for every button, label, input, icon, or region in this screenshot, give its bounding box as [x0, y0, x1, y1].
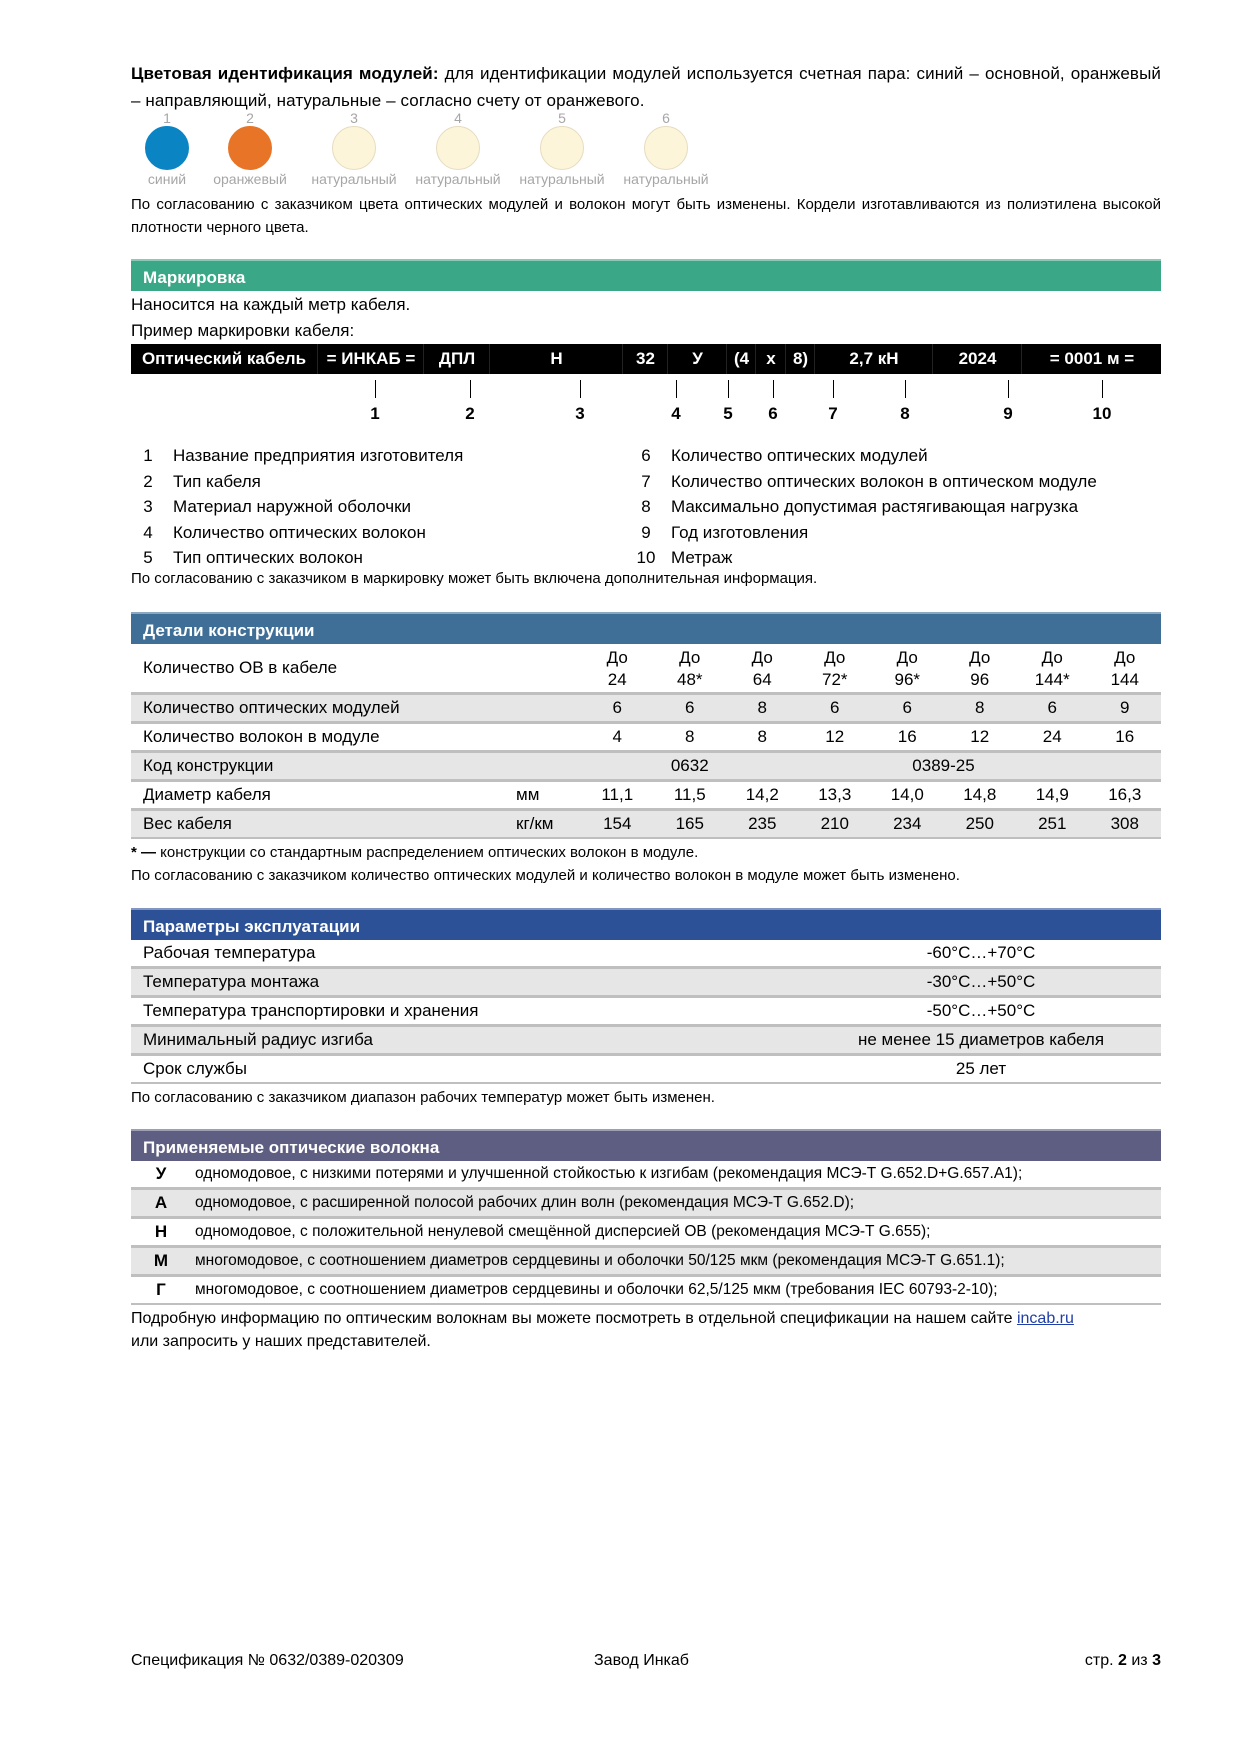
row-unit: мм	[516, 781, 581, 810]
fiber-description: одномодовое, с расширенной полосой рабочих длин волн (рекомендация МСЭ-Т G.652.D);	[191, 1189, 1161, 1218]
table-row	[131, 1247, 1161, 1276]
table-row	[131, 1161, 1161, 1189]
marking-pointer	[988, 380, 1028, 424]
construction-table	[131, 644, 1161, 839]
table-cell: 9	[1089, 694, 1162, 723]
fiber-description: многомодовое, с соотношением диаметров сердцевины и оболочки 62,5/125 мкм (требования IEC 60793-2-10);	[191, 1276, 1161, 1305]
row-value: -60°C…+70°C	[801, 940, 1161, 968]
table-cell: 11,1	[581, 781, 654, 810]
legend-text: Максимально допустимая растягивающая нагрузка	[671, 497, 1079, 516]
row-label: Температура транспортировки и хранения	[131, 997, 801, 1026]
section-header-operation: Параметры эксплуатации	[131, 908, 1161, 940]
pointer-line	[905, 380, 906, 398]
color-module-number: 6	[662, 110, 670, 126]
construction-section	[131, 612, 1161, 887]
section-header-marking: Маркировка	[131, 259, 1161, 291]
row-label: Минимальный радиус изгиба	[131, 1026, 801, 1055]
fibers-note	[131, 1307, 1161, 1330]
footer-page-number	[1085, 1652, 1161, 1670]
color-dot-icon	[332, 126, 376, 170]
fiber-code: Г	[131, 1276, 191, 1305]
column-header-bottom: 96	[970, 670, 990, 689]
marking-note: По согласованию с заказчиком в маркировку может быть включена дополнительная информация.	[131, 570, 818, 587]
table-cell: 308	[1089, 810, 1162, 839]
column-header-bottom: 48*	[676, 670, 703, 689]
construction-note: По согласованию с заказчиком количество оптических модулей и количество волокон в модуле может быть изменено.	[131, 867, 960, 884]
marking-pointer	[885, 380, 925, 424]
construction-code: 0389-25	[799, 752, 1089, 781]
marking-segment: 2024	[932, 344, 1022, 374]
table-cell: 12	[799, 723, 872, 752]
marking-segment: (4	[726, 344, 756, 374]
row-value: -30°C…+50°C	[801, 968, 1161, 997]
color-module-name: натуральный	[311, 171, 397, 187]
legend-item	[131, 443, 463, 469]
row-value: не менее 15 диаметров кабеля	[801, 1026, 1161, 1055]
table-row	[131, 1218, 1161, 1247]
pointer-number: 3	[575, 404, 585, 423]
color-identification-paragraph	[131, 60, 1161, 114]
table-row	[131, 997, 1161, 1026]
column-header-top: До	[1041, 648, 1063, 667]
legend-number: 8	[641, 497, 651, 516]
marking-line-1: Наносится на каждый метр кабеля.	[131, 295, 411, 314]
legend-item	[629, 469, 1097, 495]
table-cell: 4	[581, 723, 654, 752]
table-cell: 24	[1016, 723, 1089, 752]
pointer-line	[1102, 380, 1103, 398]
legend-text: Название предприятия изготовителя	[173, 446, 464, 465]
table-cell: 16	[871, 723, 944, 752]
marking-pointer	[656, 380, 696, 424]
fiber-code: А	[131, 1189, 191, 1218]
color-module-swatch	[304, 110, 404, 188]
row-label: Рабочая температура	[131, 940, 801, 968]
pointer-number: 2	[465, 404, 475, 423]
pointer-number: 4	[671, 404, 681, 423]
column-header-bottom: 64	[752, 670, 772, 689]
table-row	[131, 694, 1161, 723]
legend-number: 1	[143, 446, 153, 465]
marking-pointer	[813, 380, 853, 424]
marking-segment: Н	[489, 344, 623, 374]
column-header-bottom: 144	[1110, 670, 1139, 689]
incab-link[interactable]: incab.ru	[1016, 1310, 1074, 1327]
table-cell: 14,9	[1016, 781, 1089, 810]
table-row	[131, 810, 1161, 839]
fibers-note-2: или запросить у наших представителей.	[131, 1333, 431, 1350]
construction-header-row	[131, 644, 1161, 694]
table-cell: 6	[1016, 694, 1089, 723]
color-identification-text: для идентификации модулей используется счетная пара: синий – основной, оранжевый – направляющий, натуральные – согласно счету от оранжевого.	[131, 64, 1161, 110]
legend-text: Метраж	[671, 548, 733, 567]
pointer-number: 6	[768, 404, 778, 423]
table-cell: 8	[726, 694, 799, 723]
table-row	[131, 1026, 1161, 1055]
column-header-bottom: 96*	[894, 670, 921, 689]
legend-number: 6	[641, 446, 651, 465]
legend-item	[131, 469, 463, 495]
pointer-line	[773, 380, 774, 398]
color-module-swatch	[512, 110, 612, 188]
color-module-number: 3	[350, 110, 358, 126]
section-header-construction: Детали конструкции	[131, 612, 1161, 644]
legend-text: Тип оптических волокон	[173, 548, 363, 567]
table-cell: 14,8	[944, 781, 1017, 810]
column-header-bottom: 24	[607, 670, 627, 689]
table-cell: 251	[1016, 810, 1089, 839]
pointer-number: 5	[723, 404, 733, 423]
pointer-line	[728, 380, 729, 398]
marking-pointer	[708, 380, 748, 424]
legend-number: 4	[143, 522, 153, 542]
color-dot-icon	[644, 126, 688, 170]
row-value: 25 лет	[801, 1055, 1161, 1084]
legend-number: 10	[636, 548, 656, 567]
marking-pointer	[1082, 380, 1122, 424]
color-module-swatch	[616, 110, 716, 188]
pointer-line	[833, 380, 834, 398]
page-total: 3	[1152, 1652, 1161, 1669]
table-cell: 12	[944, 723, 1017, 752]
marking-segment: 2,7 кН	[814, 344, 933, 374]
table-row	[131, 968, 1161, 997]
table-row	[131, 752, 1161, 781]
table-cell: 11,5	[654, 781, 727, 810]
legend-number: 2	[143, 471, 153, 491]
color-dot-icon	[228, 126, 272, 170]
table-cell: 154	[581, 810, 654, 839]
fibers-note-text: Подробную информацию по оптическим волокнам вы можете посмотреть в отдельной спецификации на нашем сайте	[131, 1310, 1017, 1327]
row-unit	[516, 723, 581, 752]
footer-company: Завод Инкаб	[594, 1652, 689, 1669]
legend-item	[131, 520, 463, 546]
color-module-number: 4	[454, 110, 462, 126]
marking-legend-left	[131, 443, 463, 571]
column-header-top: До	[606, 648, 628, 667]
table-cell: 8	[726, 723, 799, 752]
row-unit: кг/км	[516, 810, 581, 839]
table-row	[131, 723, 1161, 752]
column-header-top: До	[1114, 648, 1136, 667]
column-header	[654, 644, 727, 694]
construction-code: 0632	[581, 752, 799, 781]
row-label: Количество волокон в модуле	[131, 723, 516, 752]
column-header	[581, 644, 654, 694]
fiber-description: одномодовое, с низкими потерями и улучшенной стойкостью к изгибам (рекомендация МСЭ-Т G.652.D+G.657.A1);	[191, 1161, 1161, 1189]
fiber-description: одномодовое, с положительной ненулевой смещённой дисперсией ОВ (рекомендация МСЭ-Т G.655);	[191, 1218, 1161, 1247]
column-header-bottom: 72*	[821, 670, 848, 689]
operation-table	[131, 940, 1161, 1084]
column-header-top: До	[896, 648, 918, 667]
fibers-table	[131, 1161, 1161, 1305]
legend-number: 7	[641, 471, 651, 491]
table-row	[131, 1189, 1161, 1218]
marking-pointer	[560, 380, 600, 424]
pointer-number: 8	[900, 404, 910, 423]
legend-number: 9	[641, 522, 651, 542]
color-note: По согласованию с заказчиком цвета оптических модулей и волокон могут быть изменены. Кордели изготавливаются из полиэтилена высокой плотности черного цвета.	[131, 196, 1161, 236]
page-mid: из	[1126, 1652, 1153, 1669]
color-module-swatch	[408, 110, 508, 188]
legend-text: Год изготовления	[671, 522, 809, 542]
page-prefix: стр.	[1084, 1652, 1119, 1669]
table-cell: 8	[944, 694, 1017, 723]
pointer-number: 1	[370, 404, 380, 423]
pointer-line	[676, 380, 677, 398]
table-cell: 16,3	[1089, 781, 1162, 810]
marking-pointer	[753, 380, 793, 424]
footer-spec-number: Спецификация № 0632/0389-020309	[131, 1652, 404, 1669]
color-module-name: синий	[147, 171, 187, 187]
row-label: Количество ОВ в кабеле	[131, 644, 581, 694]
marking-line-2: Пример маркировки кабеля:	[131, 321, 355, 340]
row-label: Диаметр кабеля	[131, 781, 516, 810]
table-cell: 8	[654, 723, 727, 752]
table-cell: 6	[581, 694, 654, 723]
marking-legend-right	[629, 443, 1097, 571]
table-cell: 6	[654, 694, 727, 723]
pointer-number: 10	[1092, 404, 1112, 423]
table-cell: 6	[871, 694, 944, 723]
fiber-code: У	[131, 1161, 191, 1189]
color-module-name: натуральный	[415, 171, 501, 187]
table-cell: 14,2	[726, 781, 799, 810]
marking-segment: = 0001 м =	[1021, 344, 1162, 374]
legend-item	[131, 494, 463, 520]
marking-segment: 32	[622, 344, 668, 374]
table-row	[131, 1276, 1161, 1305]
legend-item	[629, 443, 1097, 469]
column-header	[871, 644, 944, 694]
row-label: Код конструкции	[131, 752, 581, 781]
color-dot-icon	[436, 126, 480, 170]
marking-pointer	[355, 380, 395, 424]
table-row	[131, 940, 1161, 968]
marking-segment: 8)	[785, 344, 815, 374]
pointer-number: 9	[1003, 404, 1013, 423]
legend-text: Тип кабеля	[173, 471, 261, 491]
color-dot-icon	[145, 126, 189, 170]
row-value: -50°C…+50°C	[801, 997, 1161, 1026]
pointer-number: 7	[828, 404, 838, 423]
table-cell: 234	[871, 810, 944, 839]
column-header-top: До	[969, 648, 991, 667]
table-row	[131, 1055, 1161, 1084]
marking-segment: = ИНКАБ =	[317, 344, 424, 374]
legend-text: Количество оптических модулей	[671, 446, 928, 465]
operation-section	[131, 908, 1161, 1109]
table-row	[131, 781, 1161, 810]
column-header	[1089, 644, 1162, 694]
page-current: 2	[1118, 1652, 1127, 1669]
table-cell: 210	[799, 810, 872, 839]
table-cell: 16	[1089, 723, 1162, 752]
marking-segment: x	[755, 344, 786, 374]
fibers-section	[131, 1129, 1161, 1353]
color-module-swatch	[200, 110, 300, 188]
column-header	[1016, 644, 1089, 694]
marking-segment: ДПЛ	[423, 344, 490, 374]
row-label: Количество оптических модулей	[131, 694, 516, 723]
color-module-name: натуральный	[623, 171, 709, 187]
color-module-name: натуральный	[519, 171, 605, 187]
table-cell: 13,3	[799, 781, 872, 810]
row-label: Вес кабеля	[131, 810, 516, 839]
pointer-line	[470, 380, 471, 398]
marking-segment: У	[667, 344, 727, 374]
legend-number: 5	[143, 548, 153, 567]
construction-footnote	[131, 841, 1161, 864]
legend-number: 3	[143, 497, 153, 516]
column-header-bottom: 144*	[1034, 670, 1070, 689]
footnote-text: конструкции со стандартным распределением оптических волокон в модуле.	[156, 844, 699, 861]
color-module-number: 5	[558, 110, 566, 126]
table-cell: 235	[726, 810, 799, 839]
legend-item	[629, 520, 1097, 546]
operation-note: По согласованию с заказчиком диапазон рабочих температур может быть изменен.	[131, 1089, 715, 1106]
table-cell: 6	[799, 694, 872, 723]
fiber-description: многомодовое, с соотношением диаметров сердцевины и оболочки 50/125 мкм (рекомендация МСЭ-Т G.651.1);	[191, 1247, 1161, 1276]
row-label: Срок службы	[131, 1055, 801, 1084]
legend-item	[629, 494, 1097, 520]
row-label: Температура монтажа	[131, 968, 801, 997]
column-header	[799, 644, 872, 694]
footnote-star: * —	[131, 844, 157, 861]
table-cell: 14,0	[871, 781, 944, 810]
legend-text: Материал наружной оболочки	[173, 497, 412, 516]
fiber-code: М	[131, 1247, 191, 1276]
color-module-number: 1	[163, 110, 171, 126]
column-header	[944, 644, 1017, 694]
pointer-line	[1008, 380, 1009, 398]
column-header-top: До	[679, 648, 701, 667]
table-cell: 250	[944, 810, 1017, 839]
color-dot-icon	[540, 126, 584, 170]
legend-text: Количество оптических волокон	[173, 522, 426, 542]
pointer-line	[580, 380, 581, 398]
column-header-top: До	[824, 648, 846, 667]
fiber-code: Н	[131, 1218, 191, 1247]
row-unit	[516, 694, 581, 723]
marking-example-bar	[131, 344, 1161, 374]
marking-segment: Оптический кабель	[141, 349, 307, 368]
column-header-top: До	[751, 648, 773, 667]
table-cell: 165	[654, 810, 727, 839]
pointer-line	[375, 380, 376, 398]
color-identification-label: Цветовая идентификация модулей:	[131, 64, 439, 83]
color-module-name: оранжевый	[213, 171, 287, 187]
color-module-number: 2	[246, 110, 254, 126]
section-header-fibers: Применяемые оптические волокна	[131, 1129, 1161, 1161]
legend-text: Количество оптических волокон в оптическом модуле	[671, 471, 1097, 491]
color-module-swatches	[131, 110, 1161, 192]
empty-cell	[1089, 752, 1162, 781]
marking-pointer	[450, 380, 490, 424]
column-header	[726, 644, 799, 694]
